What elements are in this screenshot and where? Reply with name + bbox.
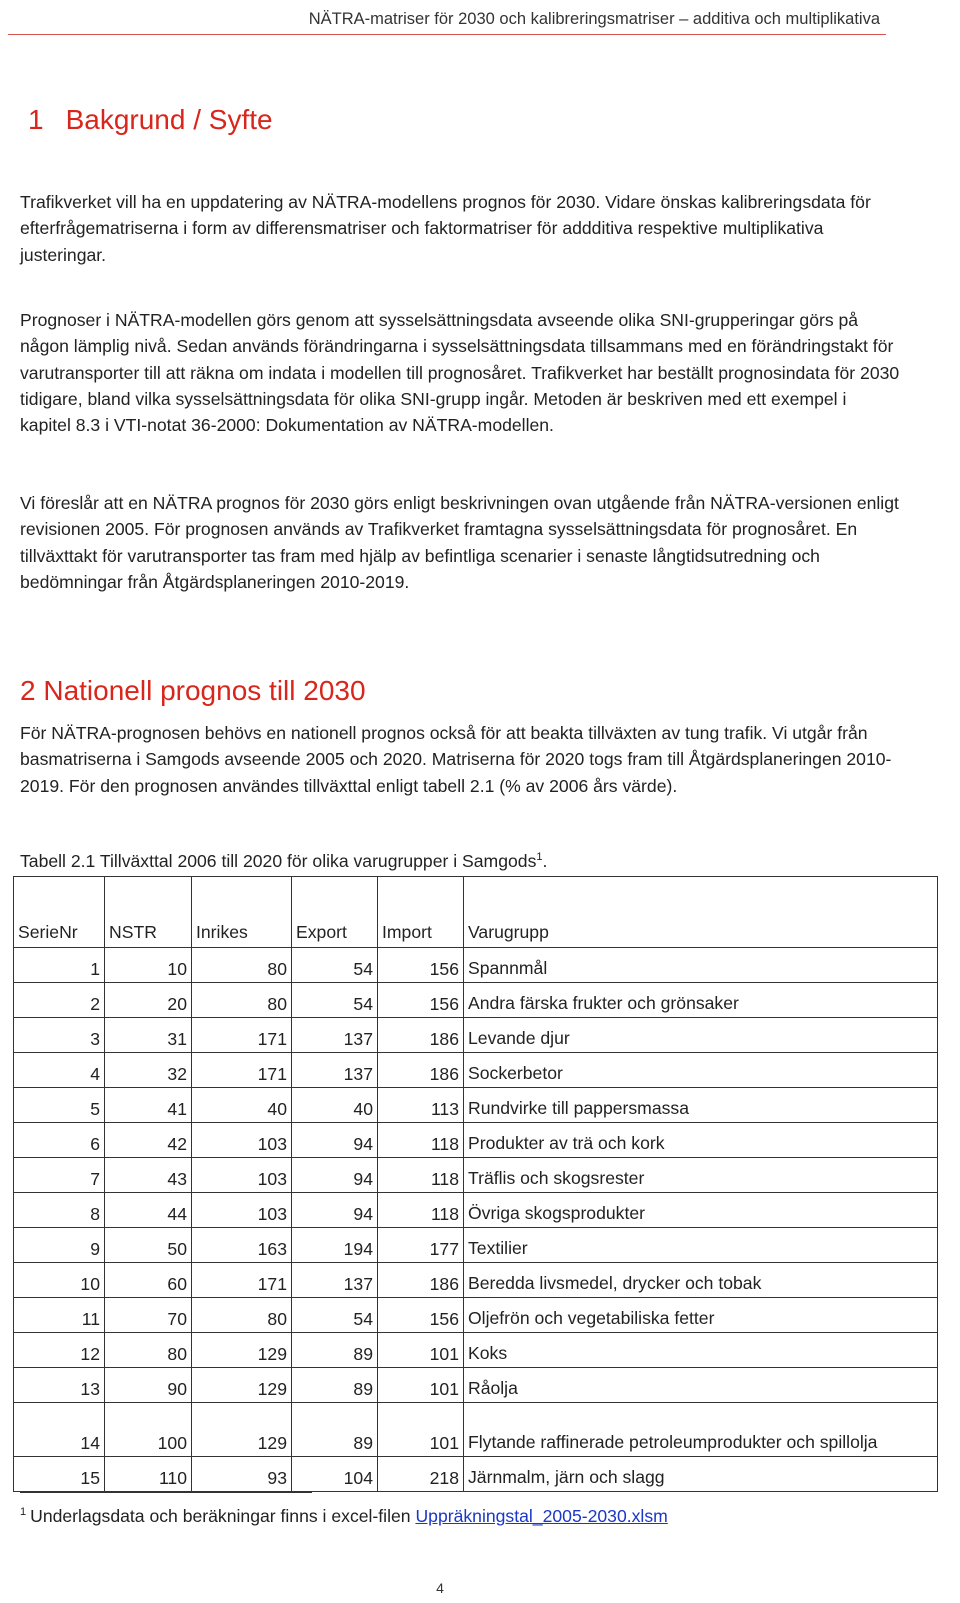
cell-import: 113 (378, 1088, 464, 1123)
cell-varugrupp: Levande djur (464, 1018, 938, 1053)
footnote-number: 1 (20, 1506, 27, 1519)
cell-varugrupp: Produkter av trä och kork (464, 1123, 938, 1158)
cell-import: 186 (378, 1263, 464, 1298)
cell-inrikes: 103 (192, 1123, 292, 1158)
table-row (14, 1368, 938, 1403)
cell-nstr: 41 (105, 1088, 192, 1123)
cell-export: 137 (292, 1018, 378, 1053)
table-row (14, 1053, 938, 1088)
cell-nstr: 60 (105, 1263, 192, 1298)
cell-import: 118 (378, 1123, 464, 1158)
cell-export: 194 (292, 1228, 378, 1263)
cell-inrikes: 129 (192, 1403, 292, 1457)
table-header-row (14, 877, 938, 948)
table-row (14, 1018, 938, 1053)
table-row (14, 1403, 938, 1457)
cell-serienr: 2 (14, 983, 105, 1018)
growth-table (13, 876, 938, 1492)
cell-inrikes: 103 (192, 1193, 292, 1228)
cell-serienr: 13 (14, 1368, 105, 1403)
page-number: 4 (436, 1580, 444, 1596)
cell-export: 137 (292, 1053, 378, 1088)
cell-import: 101 (378, 1368, 464, 1403)
cell-inrikes: 40 (192, 1088, 292, 1123)
cell-serienr: 7 (14, 1158, 105, 1193)
cell-inrikes: 80 (192, 983, 292, 1018)
cell-export: 89 (292, 1368, 378, 1403)
cell-serienr: 12 (14, 1333, 105, 1368)
cell-nstr: 50 (105, 1228, 192, 1263)
cell-serienr: 15 (14, 1457, 105, 1492)
cell-nstr: 43 (105, 1158, 192, 1193)
table-row (14, 1088, 938, 1123)
col-header-nstr: NSTR (105, 877, 192, 948)
cell-inrikes: 171 (192, 1018, 292, 1053)
cell-export: 104 (292, 1457, 378, 1492)
cell-export: 94 (292, 1123, 378, 1158)
cell-nstr: 100 (105, 1403, 192, 1457)
table-row (14, 1298, 938, 1333)
table-row (14, 1263, 938, 1298)
cell-serienr: 8 (14, 1193, 105, 1228)
cell-inrikes: 171 (192, 1263, 292, 1298)
cell-inrikes: 93 (192, 1457, 292, 1492)
cell-serienr: 4 (14, 1053, 105, 1088)
col-header-inrikes: Inrikes (192, 877, 292, 948)
paragraph-4: För NÄTRA-prognosen behövs en nationell prognos också för att beakta tillväxten av tung trafik. Vi utgår från basmatriserna i Samgods avseende 2005 och 2020. Matriserna för 2020 togs fram till Åtgärdsplaneringen 2010-2019. För den prognosen användes tillväxttal enligt tabell 2.1 (% av 2006 års värde). (20, 723, 892, 796)
table-row (14, 1123, 938, 1158)
cell-import: 186 (378, 1018, 464, 1053)
cell-export: 54 (292, 948, 378, 983)
col-header-import: Import (378, 877, 464, 948)
cell-nstr: 44 (105, 1193, 192, 1228)
cell-serienr: 14 (14, 1403, 105, 1457)
cell-varugrupp: Koks (464, 1333, 938, 1368)
footnote (20, 1506, 668, 1527)
cell-varugrupp: Beredda livsmedel, drycker och tobak (464, 1263, 938, 1298)
cell-import: 118 (378, 1158, 464, 1193)
paragraph-2: Prognoser i NÄTRA-modellen görs genom att sysselsättningsdata avseende olika SNI-grupperingar görs på någon lämplig nivå. Sedan används förändringarna i sysselsättningsdata tillsammans med en förändringstakt för varutransporter till att räkna om indata i modellen till prognosåret. Trafikverket har beställt prognosindata för 2030 tidigare, bland vilka sysselsättningsdata för olika SNI-grupp ingår. Metoden är beskriven med ett exempel i kapitel 8.3 i VTI-notat 36-2000: Dokumentation av NÄTRA-modellen. (20, 310, 900, 436)
footnote-ref[interactable]: 1 (536, 851, 543, 864)
cell-serienr: 11 (14, 1298, 105, 1333)
cell-export: 89 (292, 1333, 378, 1368)
cell-nstr: 90 (105, 1368, 192, 1403)
cell-nstr: 110 (105, 1457, 192, 1492)
table-row (14, 1333, 938, 1368)
cell-export: 54 (292, 983, 378, 1018)
cell-inrikes: 163 (192, 1228, 292, 1263)
cell-inrikes: 171 (192, 1053, 292, 1088)
table-row (14, 1158, 938, 1193)
cell-inrikes: 129 (192, 1333, 292, 1368)
table-caption-text: Tabell 2.1 Tillväxttal 2006 till 2020 för olika varugrupper i Samgods (20, 851, 537, 871)
col-header-varugrupp: Varugrupp (464, 877, 938, 948)
table-body (14, 948, 938, 1492)
section-1-heading (28, 104, 273, 136)
cell-import: 101 (378, 1403, 464, 1457)
cell-serienr: 6 (14, 1123, 105, 1158)
header-title: NÄTRA-matriser för 2030 och kalibreringsmatriser – additiva och multiplikativa (308, 10, 880, 28)
cell-export: 54 (292, 1298, 378, 1333)
cell-nstr: 32 (105, 1053, 192, 1088)
section-1-title: Bakgrund / Syfte (65, 104, 273, 135)
cell-export: 40 (292, 1088, 378, 1123)
cell-inrikes: 80 (192, 1298, 292, 1333)
cell-inrikes: 80 (192, 948, 292, 983)
cell-varugrupp: Textilier (464, 1228, 938, 1263)
cell-serienr: 3 (14, 1018, 105, 1053)
cell-varugrupp: Järnmalm, järn och slagg (464, 1457, 938, 1492)
cell-nstr: 80 (105, 1333, 192, 1368)
table-row (14, 983, 938, 1018)
footnote-divider (20, 1492, 312, 1493)
cell-nstr: 70 (105, 1298, 192, 1333)
cell-import: 218 (378, 1457, 464, 1492)
col-header-export: Export (292, 877, 378, 948)
cell-varugrupp: Träflis och skogsrester (464, 1158, 938, 1193)
footnote-text: Underlagsdata och beräkningar finns i excel-filen (30, 1506, 416, 1526)
cell-serienr: 5 (14, 1088, 105, 1123)
cell-varugrupp: Övriga skogsprodukter (464, 1193, 938, 1228)
cell-nstr: 20 (105, 983, 192, 1018)
cell-import: 156 (378, 983, 464, 1018)
cell-export: 89 (292, 1403, 378, 1457)
cell-varugrupp: Sockerbetor (464, 1053, 938, 1088)
cell-inrikes: 129 (192, 1368, 292, 1403)
paragraph-3: Vi föreslår att en NÄTRA prognos för 2030 görs enligt beskrivningen ovan utgående från NÄTRA-versionen enligt revisionen 2005. För prognosen används av Trafikverket framtagna sysselsättningsdata för prognosåret. En tillväxttakt för varutransporter tas fram med hjälp av befintliga scenarier i senaste långtidsutredning och bedömningar från Åtgärdsplaneringen 2010-2019. (20, 493, 899, 592)
cell-export: 94 (292, 1158, 378, 1193)
cell-varugrupp: Spannmål (464, 948, 938, 983)
cell-nstr: 31 (105, 1018, 192, 1053)
table-caption (20, 851, 547, 872)
cell-serienr: 9 (14, 1228, 105, 1263)
cell-varugrupp: Andra färska frukter och grönsaker (464, 983, 938, 1018)
cell-import: 101 (378, 1333, 464, 1368)
cell-export: 94 (292, 1193, 378, 1228)
cell-import: 177 (378, 1228, 464, 1263)
table-caption-end: . (542, 851, 548, 871)
cell-varugrupp: Flytande raffinerade petroleumprodukter och spillolja (464, 1403, 938, 1457)
table-row (14, 1457, 938, 1492)
cell-varugrupp: Rundvirke till pappersmassa (464, 1088, 938, 1123)
cell-nstr: 42 (105, 1123, 192, 1158)
table-row (14, 948, 938, 983)
table-row (14, 1228, 938, 1263)
cell-export: 137 (292, 1263, 378, 1298)
paragraph-1: Trafikverket vill ha en uppdatering av NÄTRA-modellens prognos för 2030. Vidare önskas kalibreringsdata för efterfrågematriserna i form av differensmatriser och faktormatriser för addditiva respektive multiplikativa justeringar. (20, 192, 871, 265)
cell-import: 156 (378, 1298, 464, 1333)
cell-import: 156 (378, 948, 464, 983)
cell-nstr: 10 (105, 948, 192, 983)
table-row (14, 1193, 938, 1228)
section-2-heading: 2 Nationell prognos till 2030 (20, 675, 366, 706)
cell-serienr: 10 (14, 1263, 105, 1298)
cell-varugrupp: Oljefrön och vegetabiliska fetter (464, 1298, 938, 1333)
cell-serienr: 1 (14, 948, 105, 983)
cell-import: 118 (378, 1193, 464, 1228)
cell-varugrupp: Råolja (464, 1368, 938, 1403)
cell-import: 186 (378, 1053, 464, 1088)
col-header-serienr: SerieNr (14, 877, 105, 948)
section-1-number: 1 (28, 104, 44, 135)
footnote-link[interactable]: Uppräkningstal_2005-2030.xlsm (415, 1506, 668, 1526)
cell-inrikes: 103 (192, 1158, 292, 1193)
page-header (8, 10, 886, 35)
